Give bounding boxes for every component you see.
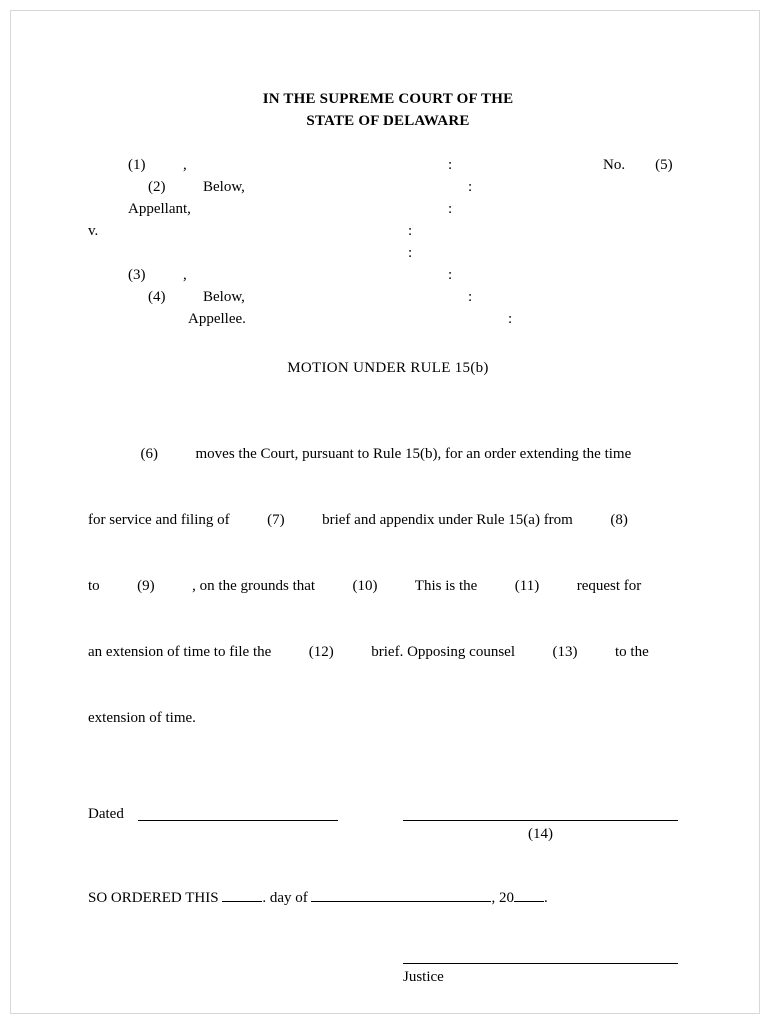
- caption-party: (4) Below,: [148, 289, 245, 305]
- caption-row: [88, 154, 688, 176]
- document-content: [88, 88, 688, 1013]
- so-ordered-day-blank[interactable]: [222, 901, 262, 902]
- so-ordered-prefix: SO ORDERED THIS: [88, 890, 223, 906]
- justice-label: Justice: [403, 969, 444, 985]
- motion-body-line-5: extension of time.: [88, 710, 196, 726]
- caption-case-number: No. (5): [558, 157, 673, 173]
- page-border-top: [10, 10, 760, 11]
- motion-title: MOTION UNDER RULE 15(b): [287, 360, 489, 376]
- dated-and-signature-row: [88, 803, 688, 847]
- caption-row: [88, 286, 688, 308]
- caption-colon: :: [448, 267, 453, 283]
- caption-party: (1) ,: [128, 157, 187, 173]
- caption-party: v.: [88, 223, 99, 239]
- so-ordered-year-prefix: , 20: [491, 890, 514, 906]
- page-border-right: [759, 10, 760, 1014]
- motion-body-line-3: to (9) , on the grounds that (10) This is the (11) request for: [88, 578, 642, 594]
- motion-body-line-1: (6) moves the Court, pursuant to Rule 15(b), for an order extending the time: [88, 446, 632, 462]
- signature-caption: (14): [528, 826, 553, 842]
- court-heading-line-2: STATE OF DELAWARE: [306, 113, 470, 129]
- motion-body: [88, 399, 688, 773]
- caption-row: [88, 176, 688, 198]
- caption-colon: :: [448, 201, 453, 217]
- page-border-left: [10, 10, 11, 1014]
- so-ordered-suffix: .: [543, 890, 548, 906]
- caption-party: (2) Below,: [148, 179, 245, 195]
- caption-row: [88, 308, 688, 330]
- case-caption: [88, 154, 688, 330]
- caption-row: [88, 242, 688, 264]
- caption-colon: :: [448, 157, 453, 173]
- motion-body-line-4: an extension of time to file the (12) brief. Opposing counsel (13) to the: [88, 644, 649, 660]
- caption-party: (3) ,: [128, 267, 187, 283]
- caption-row: [88, 198, 688, 220]
- so-ordered-year-blank[interactable]: [514, 901, 544, 902]
- caption-colon: :: [468, 289, 473, 305]
- court-heading-line-1: IN THE SUPREME COURT OF THE: [262, 91, 514, 107]
- caption-colon: :: [468, 179, 473, 195]
- court-heading: [88, 88, 688, 132]
- caption-colon: :: [508, 311, 513, 327]
- page-border-bottom: [10, 1013, 760, 1014]
- caption-colon: :: [408, 245, 413, 261]
- justice-signature-line[interactable]: [403, 963, 678, 964]
- caption-colon: :: [408, 223, 413, 239]
- caption-row: [88, 220, 688, 242]
- dated-line[interactable]: [138, 820, 338, 821]
- caption-party: Appellee.: [188, 311, 246, 327]
- so-ordered-row: [88, 887, 688, 909]
- so-ordered-mid: . day of: [262, 890, 312, 906]
- justice-signature-block: [88, 963, 688, 1013]
- dated-label: Dated: [88, 806, 124, 822]
- caption-party: Appellant,: [128, 201, 191, 217]
- caption-row: [88, 264, 688, 286]
- signature-line[interactable]: [403, 820, 678, 821]
- so-ordered-month-blank[interactable]: [311, 901, 491, 902]
- motion-body-line-2: for service and filing of (7) brief and appendix under Rule 15(a) from (8): [88, 512, 628, 528]
